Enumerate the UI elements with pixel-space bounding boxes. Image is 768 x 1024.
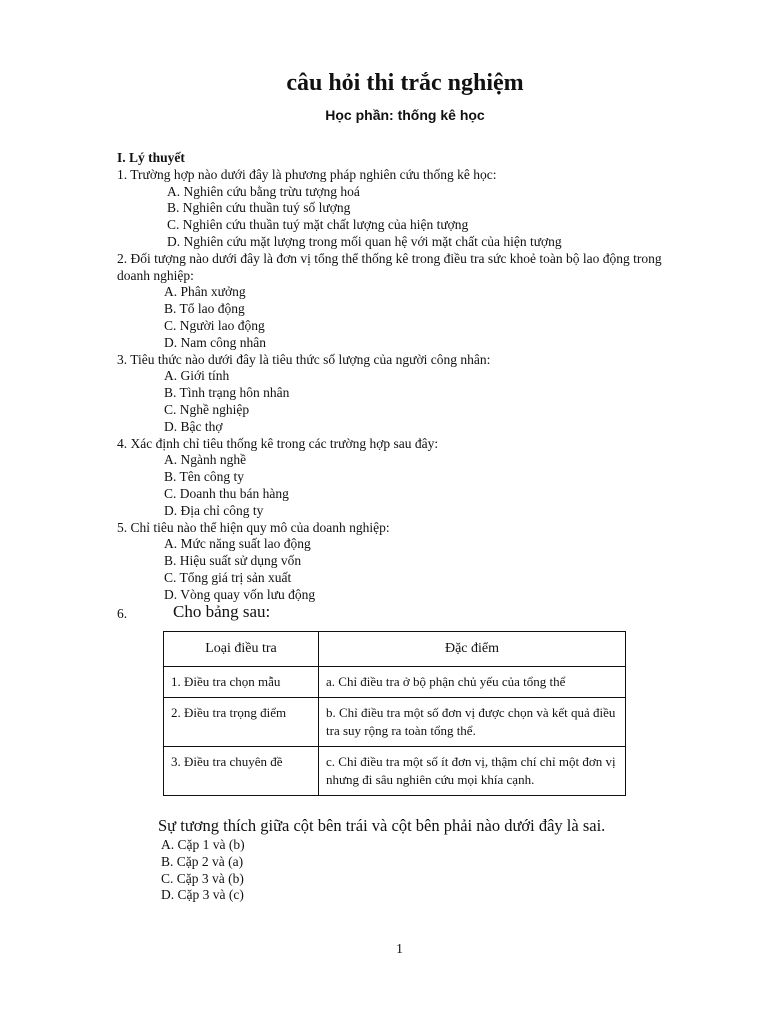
option-b: B. Tình trạng hôn nhân [164,385,290,401]
section-heading: I. Lý thuyết [117,150,185,165]
table-cell: 1. Điều tra chọn mẫu [164,667,319,698]
option-b: B. Tên công ty [164,469,244,485]
option-d: D. Cặp 3 và (c) [161,887,244,903]
question-number: 6. [117,605,128,621]
table-header-cell: Đặc điểm [319,632,626,667]
page-number: 1 [396,942,403,957]
option-a: A. Phân xưởng [164,284,246,300]
option-a: A. Mức năng suất lao động [164,536,311,552]
question-text: Sự tương thích giữa cột bên trái và cột bên phải nào dưới đây là sai. [158,816,606,835]
question-2 [117,251,677,352]
question-6-body [158,815,678,904]
page-subtitle: Học phần: thống kê học [325,107,485,123]
option-d: D. Bậc thợ [164,418,223,434]
table-header-cell: Loại điều tra [164,632,319,667]
option-b: B. Cặp 2 và (a) [161,853,244,869]
option-b: B. Tổ lao động [164,301,245,317]
table-cell: c. Chỉ điều tra một số ít đơn vị, thậm chí chỉ một đơn vị nhưng đi sâu nghiên cứu mọi khía cạnh. [319,747,626,796]
table-cell: b. Chỉ điều tra một số đơn vị được chọn và kết quả điều tra suy rộng ra toàn tổng thể. [319,698,626,747]
question-text: 3. Tiêu thức nào dưới đây là tiêu thức số lượng của người công nhân: [117,351,491,367]
table-cell: a. Chỉ điều tra ở bộ phận chủ yếu của tổng thể [319,667,626,698]
question-3 [117,352,677,436]
option-b: B. Nghiên cứu thuần tuý số lượng [167,200,351,216]
table-cell: 3. Điều tra chuyên đề [164,747,319,796]
question-5 [117,520,677,604]
question-text: 1. Trường hợp nào dưới đây là phương pháp nghiên cứu thống kê học: [117,166,497,182]
option-a: A. Nghiên cứu bằng trừu tượng hoá [167,183,360,199]
option-c: C. Cặp 3 và (b) [161,870,244,886]
table-row [164,698,626,747]
option-a: A. Giới tính [164,368,230,384]
option-d: D. Vòng quay vốn lưu động [164,586,316,602]
table-header-row [164,632,626,667]
question-text: 2. Đối tượng nào dưới đây là đơn vị tổng thể thống kê trong điều tra sức khoẻ toàn bộ lao động trong doanh nghiệp: [117,250,662,283]
option-c: C. Tổng giá trị sản xuất [164,569,292,585]
question-text: 4. Xác định chỉ tiêu thống kê trong các trường hợp sau đây: [117,435,439,451]
question-4 [117,436,677,520]
option-c: C. Nghiên cứu thuần tuý mặt chất lượng của hiện tượng [167,217,469,233]
survey-type-table [163,631,626,796]
table-cell: 2. Điều tra trọng điểm [164,698,319,747]
table-row [164,667,626,698]
question-list [117,150,677,632]
question-text: 5. Chỉ tiêu nào thể hiện quy mô của doanh nghiệp: [117,519,390,535]
question-lead: Cho bảng sau: [173,601,271,621]
option-a: A. Cặp 1 và (b) [161,837,245,852]
option-d: D. Địa chỉ công ty [164,502,264,518]
question-6-header [117,601,677,632]
option-c: C. Doanh thu bán hàng [164,485,289,501]
option-c: C. Người lao động [164,317,265,333]
table-row [164,747,626,796]
option-b: B. Hiệu suất sử dụng vốn [164,553,302,569]
option-d: D. Nghiên cứu mặt lượng trong mối quan hệ với mặt chất của hiện tượng [167,233,562,249]
question-1 [117,167,677,251]
option-a: A. Ngành nghề [164,452,247,468]
option-d: D. Nam công nhân [164,334,266,350]
page-title: câu hỏi thi trắc nghiệm [286,70,524,96]
option-c: C. Nghề nghiệp [164,401,250,417]
